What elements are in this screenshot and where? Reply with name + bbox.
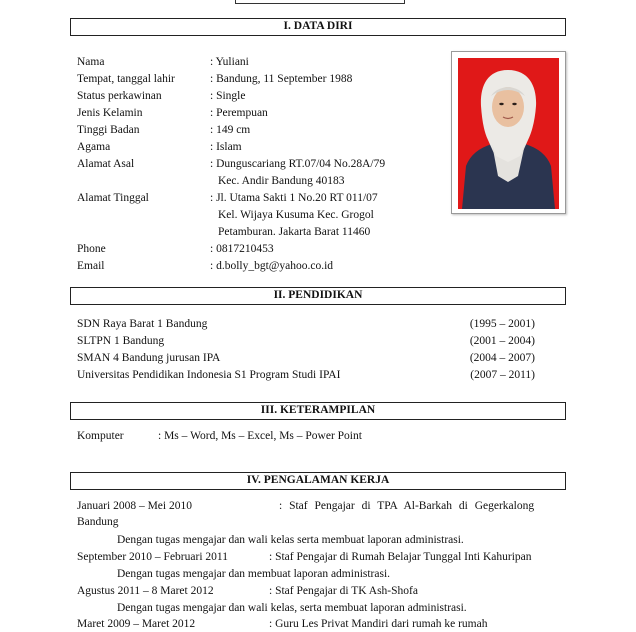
personal-row [77, 242, 447, 257]
personal-value: : Islam [210, 141, 242, 153]
personal-label: Agama [77, 141, 111, 153]
personal-value: : Single [210, 90, 246, 102]
personal-value: : Jl. Utama Sakti 1 No.20 RT 011/07 [210, 192, 378, 204]
portrait-image [458, 58, 559, 209]
personal-row [77, 123, 447, 138]
education-row [77, 317, 535, 332]
personal-value: : 149 cm [210, 124, 251, 136]
experience-2-role: : Staf Pengajar di Rumah Belajar Tunggal Inti Kahuripan [269, 551, 532, 563]
personal-row [77, 72, 447, 87]
personal-row [77, 140, 447, 155]
personal-row [77, 89, 447, 104]
section-header-data-diri: I. DATA DIRI [70, 18, 566, 36]
personal-row [77, 191, 447, 206]
education-years: (1995 – 2001) [469, 318, 535, 330]
previous-header-box [235, 0, 405, 4]
education-row [77, 368, 535, 383]
experience-2-desc: Dengan tugas mengajar dan membuat laporan administrasi. [117, 568, 391, 580]
personal-label: Email [77, 260, 105, 272]
education-school: SMAN 4 Bandung jurusan IPA [77, 352, 221, 364]
personal-row [77, 225, 447, 240]
section-header-keterampilan: III. KETERAMPILAN [70, 402, 566, 420]
personal-row [77, 259, 447, 274]
education-years: (2004 – 2007) [469, 352, 535, 364]
personal-row [77, 157, 447, 172]
personal-value: : 0817210453 [210, 243, 274, 255]
experience-1-period: Januari 2008 – Mei 2010 [77, 500, 192, 512]
personal-label: Status perkawinan [77, 90, 162, 102]
experience-4-period: Maret 2009 – Maret 2012 [77, 618, 196, 630]
education-row [77, 351, 535, 366]
experience-1-desc: Dengan tugas mengajar dan wali kelas serta membuat laporan administrasi. [117, 534, 464, 546]
education-years: (2001 – 2004) [469, 335, 535, 347]
personal-row [77, 106, 447, 121]
personal-label: Phone [77, 243, 106, 255]
education-years: (2007 – 2011) [470, 369, 535, 381]
personal-label: Tinggi Badan [77, 124, 140, 136]
personal-value: : d.bolly_bgt@yahoo.co.id [210, 260, 334, 272]
personal-value: : Bandung, 11 September 1988 [210, 73, 353, 85]
experience-1-role-cont: Bandung [77, 516, 119, 528]
personal-label: Alamat Tinggal [77, 192, 149, 204]
personal-value: : Dunguscariang RT.07/04 No.28A/79 [210, 158, 386, 170]
personal-value: : Yuliani [210, 56, 249, 68]
personal-value: : Perempuan [210, 107, 268, 119]
section-header-pendidikan: II. PENDIDIKAN [70, 287, 566, 305]
education-school: SDN Raya Barat 1 Bandung [77, 318, 208, 330]
personal-row [77, 55, 447, 70]
skill-label: Komputer [77, 430, 124, 442]
personal-label: Jenis Kelamin [77, 107, 143, 119]
profile-photo [451, 51, 566, 214]
personal-row [77, 174, 447, 189]
experience-3-desc: Dengan tugas mengajar dan wali kelas, serta membuat laporan administrasi. [117, 602, 467, 614]
section-header-pengalaman: IV. PENGALAMAN KERJA [70, 472, 566, 490]
education-school: SLTPN 1 Bandung [77, 335, 165, 347]
experience-1-role: : Staf Pengajar di TPA Al-Barkah di Gegerkalong [279, 500, 535, 512]
experience-3-period: Agustus 2011 – 8 Maret 2012 [77, 585, 214, 597]
personal-value: Petamburan. Jakarta Barat 11460 [218, 226, 371, 238]
experience-4-role: : Guru Les Privat Mandiri dari rumah ke rumah [269, 618, 488, 630]
personal-label: Tempat, tanggal lahir [77, 73, 175, 85]
skill-row [0, 429, 600, 444]
experience-3-role: : Staf Pengajar di TK Ash-Shofa [269, 585, 418, 597]
education-school: Universitas Pendidikan Indonesia S1 Program Studi IPAI [77, 369, 341, 381]
education-row [77, 334, 535, 349]
personal-value: Kel. Wijaya Kusuma Kec. Grogol [218, 209, 374, 221]
personal-row [77, 208, 447, 223]
experience-2-period: September 2010 – Februari 2011 [77, 551, 228, 563]
personal-value: Kec. Andir Bandung 40183 [218, 175, 345, 187]
skill-value: : Ms – Word, Ms – Excel, Ms – Power Point [158, 430, 362, 442]
personal-label: Alamat Asal [77, 158, 135, 170]
personal-label: Nama [77, 56, 105, 68]
